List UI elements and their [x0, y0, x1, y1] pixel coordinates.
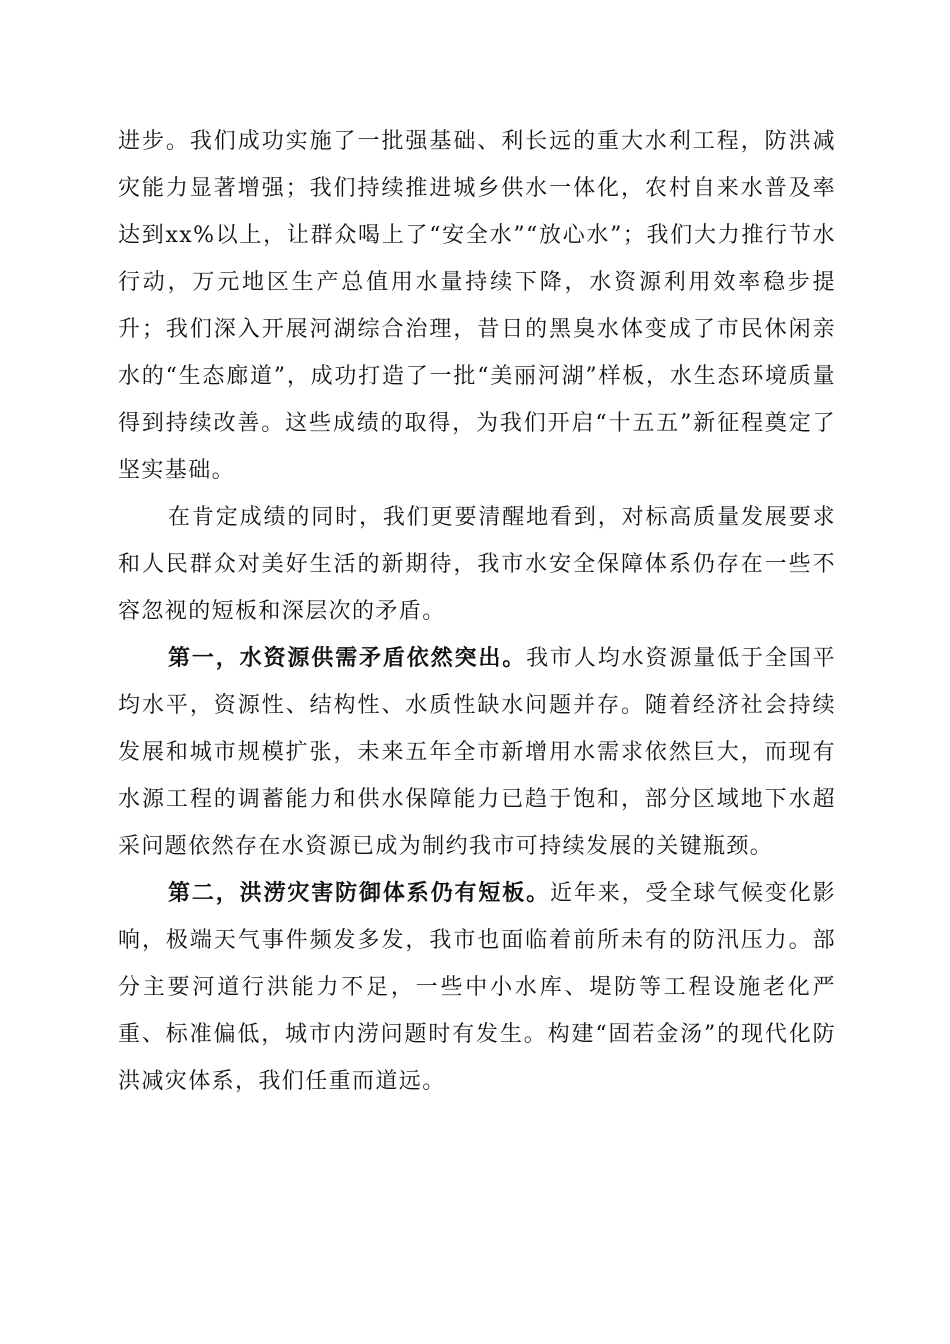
paragraph-text: 进步。我们成功实施了一批强基础、利长远的重大水利工程，防洪减灾能力显著增强；我们持续推进城乡供水一体化，农村自来水普及率达到xx%以上，让群众喝上了“安全水”“放心水”；我们大力推行节水行动，万元地区生产总值用水量持续下降，水资源利用效率稳步提升；我们深入开展河湖综合治理，昔日的黑臭水体变成了市民休闲亲水的“生态廊道”，成功打造了一批“美丽河湖”样板，水生态环境质量得到持续改善。这些成绩的取得，为我们开启“十五五”新征程奠定了坚实基础。 — [118, 129, 836, 483]
paragraph-text: 近年来，受全球气候变化影响，极端天气事件频发多发，我市也面临着前所未有的防汛压力。部分主要河道行洪能力不足，一些中小水库、堤防等工程设施老化严重、标准偏低，城市内涝问题时有发生。构建“固若金汤”的现代化防洪减灾体系，我们任重而道远。 — [118, 881, 836, 1094]
paragraph-achievements — [118, 118, 836, 494]
paragraph-lead-heading: 第一，水资源供需矛盾依然突出。 — [168, 645, 527, 671]
paragraph-lead-heading: 第二，洪涝灾害防御体系仍有短板。 — [168, 880, 550, 906]
paragraph-water-supply — [118, 635, 836, 870]
paragraph-text: 我市人均水资源量低于全国平均水平，资源性、结构性、水质性缺水问题并存。随着经济社会持续发展和城市规模扩张，未来五年全市新增用水需求依然巨大，而现有水源工程的调蓄能力和供水保障能力已趋于饱和，部分区域地下水超采问题依然存在水资源已成为制约我市可持续发展的关键瓶颈。 — [118, 646, 836, 859]
paragraph-shortcomings-intro — [118, 494, 836, 635]
document-body — [118, 118, 836, 1105]
paragraph-flood-defense — [118, 870, 836, 1105]
paragraph-text: 在肯定成绩的同时，我们更要清醒地看到，对标高质量发展要求和人民群众对美好生活的新期待，我市水安全保障体系仍存在一些不容忽视的短板和深层次的矛盾。 — [118, 505, 836, 624]
